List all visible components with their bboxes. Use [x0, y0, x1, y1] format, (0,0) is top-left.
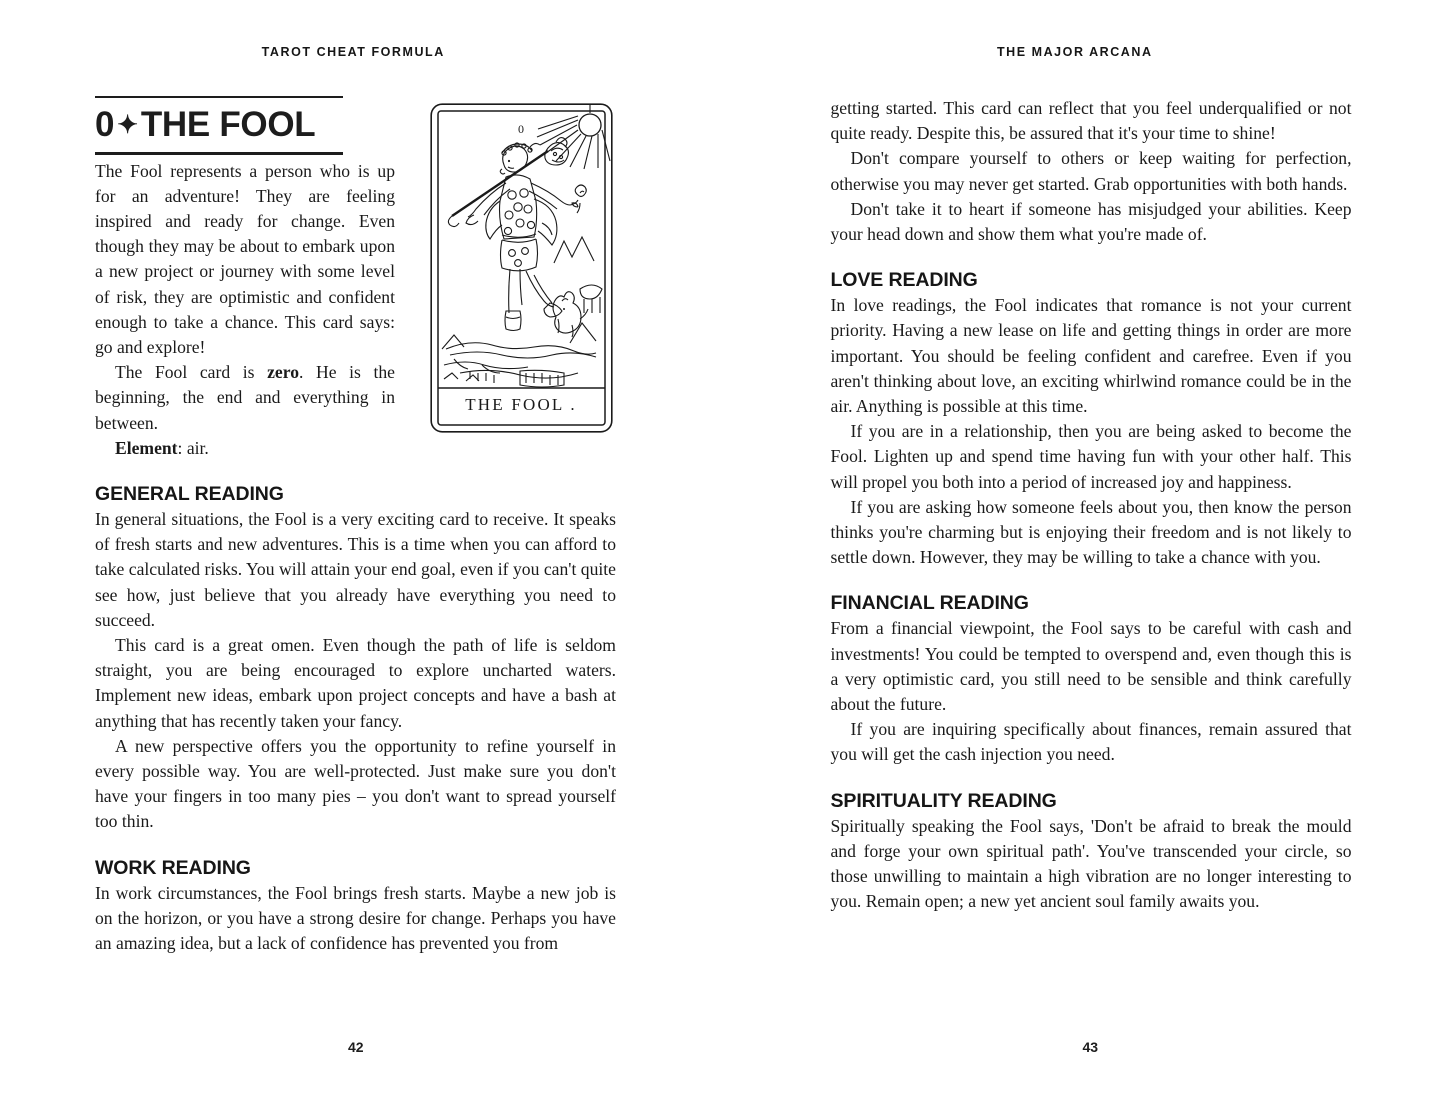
- card-number: 0: [95, 105, 115, 145]
- section-heading-financial: FINANCIAL READING: [830, 592, 1029, 615]
- intro-text-block: [95, 159, 395, 461]
- section-paragraph: This card is a great omen. Even though the path of life is seldom straight, you are being encouraged to explore uncharted waters. Implement new ideas, embark upon project concepts and have a bash at anything that has recently taken your fancy.: [95, 635, 616, 731]
- section-paragraph: A new perspective offers you the opportunity to refine yourself in every possible way. You are well-protected. Just make sure you don't have your fingers in too many pies – you don't want to spread yourself too thin.: [95, 735, 616, 832]
- continued-paragraph: getting started. This card can reflect that you feel underqualified or not quite ready. Despite this, be assured that it's your time to shine!: [830, 98, 1352, 144]
- zero-lead: The Fool card is: [115, 362, 268, 383]
- section-heading-spirituality: SPIRITUALITY READING: [830, 789, 1057, 812]
- section-heading-general: GENERAL READING: [95, 483, 284, 506]
- section-paragraph: From a financial viewpoint, the Fool says to be careful with cash and investments! You could be tempted to overspend and, even though this is a very optimistic card, you still need to be sensible and think carefully about the future.: [830, 618, 1352, 715]
- element-label: Element: [115, 437, 178, 458]
- section-heading-work: WORK READING: [95, 856, 251, 879]
- section-paragraph: If you are asking how someone feels about you, then know the person thinks you're charming but is enjoying their freedom and is not likely to settle down. However, they may be willing to take a chance with you.: [830, 496, 1352, 568]
- running-head-right: THE MAJOR ARCANA: [996, 45, 1153, 59]
- element-value: : air.: [177, 437, 209, 458]
- right-column: [831, 96, 1352, 914]
- intro-paragraph: The Fool represents a person who is up for an adventure! They are feeling inspired and ready for change. Even though they may be about to embark upon a new project or journey with some level of risk, they are optimistic and confident enough to take a chance. This card says: go and explore!: [95, 160, 395, 357]
- continued-paragraph: Don't take it to heart if someone has misjudged your abilities. Keep your head down and show them what you're made of.: [830, 198, 1352, 245]
- zero-paragraph: [95, 360, 395, 436]
- page-number-left: 42: [348, 1039, 364, 1055]
- tarot-card-illustration: [430, 103, 613, 433]
- card-title-block: [95, 96, 343, 155]
- section-paragraph: In general situations, the Fool is a very exciting card to receive. It speaks of fresh starts and new adventures. This is a time when you can afford to take calculated risks. You will attain your end goal, even if you can't quite see how, just believe that you already have everything you need to succeed.: [95, 509, 616, 630]
- page-right: [723, 0, 1445, 1105]
- section-heading-love: LOVE READING: [830, 269, 978, 292]
- zero-emphasis: zero: [267, 362, 299, 383]
- title-rule-bottom: [95, 152, 343, 154]
- section-paragraph: Spiritually speaking the Fool says, 'Don't be afraid to break the mould and forge your own spiritual path'. You've transcended your circle, so those unwilling to maintain a high vibration are no longer interesting to you. Remain open; a new yet ancient soul family awaits you.: [830, 815, 1352, 912]
- diamond-star-icon: ✦: [117, 111, 138, 140]
- section-paragraph: If you are inquiring specifically about finances, remain assured that you will get the cash injection you need.: [830, 719, 1352, 765]
- element-line: [95, 436, 395, 461]
- page-title: [95, 98, 343, 152]
- continued-paragraph: Don't compare yourself to others or keep waiting for perfection, otherwise you may never get started. Grab opportunities with both hands.: [830, 148, 1352, 194]
- zero-rest: . He is the beginning, the end and everything in between.: [95, 362, 395, 433]
- page-number-right: 43: [1082, 1039, 1099, 1055]
- section-paragraph: In love readings, the Fool indicates that romance is not your current priority. Having a new lease on life and getting things in order are more important. You should be feeling confident and carefree. Even if you aren't thinking about love, an exciting whirlwind romance could be in the air. Anything is possible at this time.: [830, 295, 1352, 417]
- card-name: THE FOOL: [140, 105, 316, 145]
- running-head-left: TAROT CHEAT FORMULA: [261, 45, 445, 59]
- card-numeral: 0: [518, 122, 524, 136]
- card-label: THE FOOL .: [465, 395, 577, 414]
- section-paragraph: If you are in a relationship, then you are being asked to become the Fool. Lighten up and spend time having fun with your other half. This will propel you both into a period of increased joy and happiness.: [830, 421, 1352, 492]
- section-paragraph: In work circumstances, the Fool brings fresh starts. Maybe a new job is on the horizon, or you have a strong desire for change. Perhaps you have an amazing idea, but a lack of confidence has prevented you from: [95, 882, 616, 954]
